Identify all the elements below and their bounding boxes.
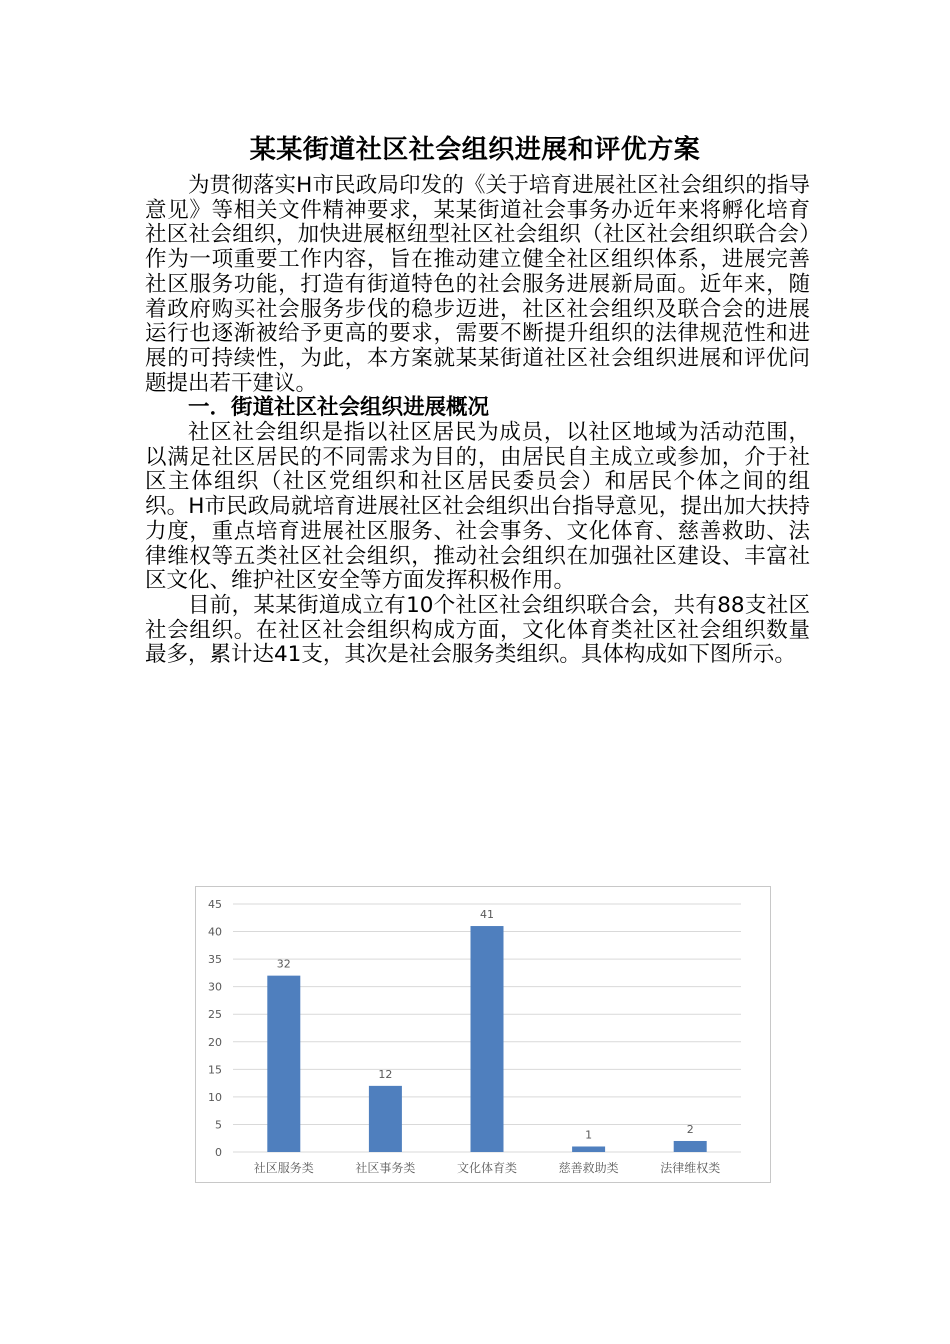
bar-chart-svg — [196, 887, 772, 1184]
y-tick-label: 25 — [208, 1008, 222, 1022]
data-label: 32 — [276, 957, 291, 971]
intro-paragraph: 为贯彻落实H市民政局印发的《关于培育进展社区社会组织的指导意见》等相关文件精神要求，某某街道社会事务办近年来将孵化培育社区社会组织，加快进展枢纽型社区社会组织（社区社会组织联合会）作为一项重要工作内容，旨在推动建立健全社区组织体系，进展完善社区服务功能，打造有街道特色的社会服务进展新局面。近年来，随着政府购买社会服务步伐的稳步迈进，社区社会组织及联合会的进展运行也逐渐被给予更高的要求，需要不断提升组织的法律规范性和进展的可持续性，为此，本方案就某某街道社区社会组织进展和评优问题提出若干建议。 — [145, 173, 810, 396]
data-label: 2 — [686, 1122, 694, 1136]
y-tick-label: 5 — [215, 1118, 222, 1132]
document-body — [145, 174, 810, 668]
y-tick-label: 45 — [208, 898, 222, 911]
bar — [267, 976, 300, 1152]
y-tick-label: 15 — [208, 1063, 222, 1077]
definition-paragraph: 社区社会组织是指以社区居民为成员，以社区地域为活动范围，以满足社区居民的不同需求为目的，由居民自主成立或参加，介于社区主体组织（社区党组织和社区居民委员会）和居民个体之间的组织。H市民政局就培育进展社区社会组织出台指导意见，提出加大扶持力度，重点培育进展社区服务、社会事务、文化体育、慈善救助、法律维权等五类社区社会组织，推动社会组织在加强社区建设、丰富社区文化、维护社区安全等方面发挥积极作用。 — [145, 420, 810, 594]
x-tick-label: 法律维权类 — [660, 1161, 721, 1175]
y-tick-label: 40 — [208, 925, 222, 939]
y-tick-label: 30 — [208, 980, 222, 994]
page-title: 某某街道社区社会组织进展和评优方案 — [249, 135, 701, 165]
data-label: 41 — [480, 908, 494, 922]
x-tick-label: 社区事务类 — [355, 1161, 416, 1175]
bar — [471, 926, 504, 1152]
section-heading: 一．街道社区社会组织进展概况 — [188, 395, 490, 421]
bar-chart — [195, 886, 771, 1183]
x-tick-label: 文化体育类 — [456, 1161, 518, 1175]
y-tick-label: 20 — [208, 1035, 222, 1049]
data-label: 12 — [378, 1067, 393, 1081]
x-tick-label: 慈善救助类 — [558, 1161, 619, 1175]
bar — [572, 1146, 605, 1152]
status-paragraph: 目前，某某街道成立有10个社区社会组织联合会，共有88支社区社会组织。在社区社会组织构成方面，文化体育类社区社会组织数量最多，累计达41支，其次是社会服务类组织。具体构成如下图所示。 — [145, 592, 810, 668]
y-tick-label: 35 — [208, 953, 222, 967]
bar — [674, 1141, 707, 1152]
data-label: 1 — [585, 1128, 593, 1142]
bar — [369, 1086, 402, 1152]
y-tick-label: 0 — [215, 1146, 222, 1159]
x-tick-label: 社区服务类 — [253, 1161, 314, 1175]
y-tick-label: 10 — [208, 1090, 222, 1104]
